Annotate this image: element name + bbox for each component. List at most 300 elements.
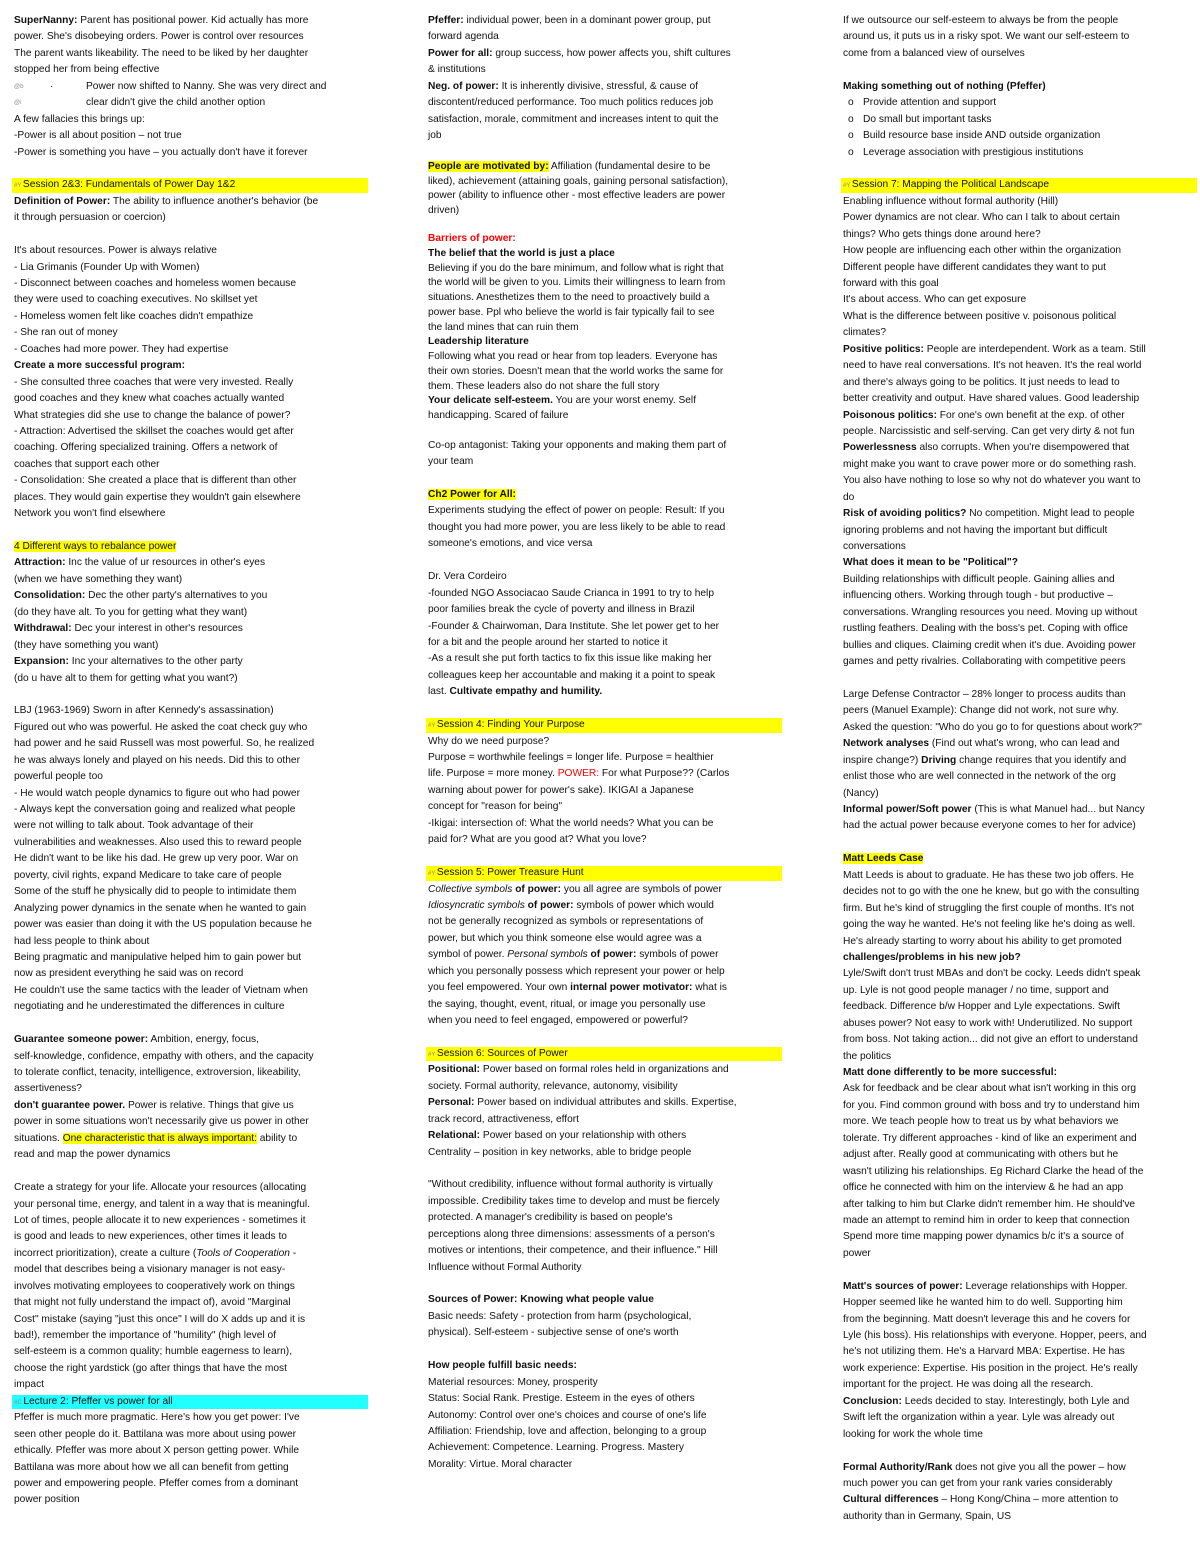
line-text xyxy=(14,81,326,92)
text-run: from boss. Not taking action... did not give an effort to understand xyxy=(843,1034,1138,1046)
line-text xyxy=(428,81,698,92)
column-1 xyxy=(14,0,364,1553)
line-text xyxy=(14,1199,310,1210)
text-run: - Always kept the conversation going and realized what people xyxy=(14,804,296,815)
text-line xyxy=(14,720,364,736)
bold-text xyxy=(428,1360,577,1371)
line-text xyxy=(843,722,1142,733)
text-line xyxy=(428,1177,778,1193)
line-text xyxy=(843,1034,1138,1045)
text-run: for you. Find common ground with boss and try to understand him xyxy=(843,1099,1140,1111)
text-run: Withdrawal: xyxy=(14,623,72,635)
text-run: to tolerate conflict, tenacity, intelligence, extroversion, likeability, xyxy=(14,1067,301,1078)
text-run: influencing others. Working through tough - but productive – xyxy=(843,590,1113,602)
text-line xyxy=(428,46,778,62)
text-run: assertiveness? xyxy=(14,1083,82,1095)
blank-line xyxy=(14,523,364,539)
line-text xyxy=(14,114,145,125)
text-run: Figured out who was powerful. He asked the coat check guy who xyxy=(14,721,308,733)
text-line xyxy=(428,1260,778,1276)
text-line xyxy=(14,1229,364,1245)
bold-text xyxy=(14,15,77,26)
text-block xyxy=(428,232,778,424)
text-run: Attraction: xyxy=(14,557,66,569)
text-line xyxy=(428,247,778,262)
line-text xyxy=(428,1426,706,1437)
text-run: they were used to coaching executives. No skillset yet xyxy=(14,294,258,306)
line-text xyxy=(14,1281,295,1292)
text-run: people. Narcissistic and self-serving. Can get very dirty & not fun xyxy=(843,425,1135,437)
blank-line xyxy=(14,687,364,703)
line-text xyxy=(14,410,290,421)
text-line xyxy=(428,832,778,848)
line-text xyxy=(14,508,165,519)
text-run: wasn't utilizing his relationships. Eg Richard Clarke the head of the xyxy=(843,1165,1144,1177)
line-text xyxy=(843,1215,1130,1226)
text-line xyxy=(428,95,778,111)
text-line xyxy=(428,997,778,1013)
line-text xyxy=(14,755,300,766)
line-text xyxy=(843,360,1141,371)
text-line xyxy=(843,884,1193,900)
text-run: abuses power? Not easy to work with! Underutilized. No support xyxy=(843,1017,1133,1029)
line-text xyxy=(428,489,516,500)
text-run: Status: Social Rank. Prestige. Esteem in the eyes of others xyxy=(428,1393,695,1405)
text-line xyxy=(14,753,364,769)
line-text xyxy=(843,81,1046,92)
text-run: -As a result she put forth tactics to fix this issue like making her xyxy=(428,653,712,665)
text-run: Session 2&3: Fundamentals of Power Day 1&2 xyxy=(22,179,236,191)
text-run: Analyzing power dynamics in the senate when he wanted to gain xyxy=(14,902,307,914)
text-run: concept for "reason for being" xyxy=(428,801,563,813)
text-line xyxy=(843,1377,1193,1393)
blank-line xyxy=(843,161,1193,177)
text-line xyxy=(428,947,778,963)
line-text xyxy=(14,1215,306,1226)
text-line xyxy=(843,1164,1193,1180)
line-text xyxy=(843,640,1136,651)
text-run: - She consulted three coaches that were very invested. Really xyxy=(14,376,294,388)
text-line xyxy=(14,440,364,456)
text-line xyxy=(843,983,1193,999)
text-run: Dec your interest in other's resources xyxy=(71,623,243,635)
italic-text xyxy=(196,1248,290,1259)
line-text xyxy=(428,1130,686,1141)
text-run: What strategies did she use to change the balance of power? xyxy=(14,409,291,421)
text-run: looking for work the whole time xyxy=(843,1428,983,1440)
text-run: for a bit and the people around her started to notice it xyxy=(428,636,668,648)
line-text xyxy=(843,1281,1127,1292)
text-run: The parent wants likeability. The need to be liked by her daughter xyxy=(14,47,309,59)
text-line xyxy=(14,983,364,999)
blank-line xyxy=(843,835,1193,851)
line-text xyxy=(14,574,182,585)
line-text xyxy=(14,1182,306,1193)
blank-line xyxy=(14,1164,364,1180)
text-line xyxy=(843,1427,1193,1443)
text-run: poor families break the cycle of poverty and illness in Brazil xyxy=(428,604,695,616)
line-text xyxy=(14,919,312,930)
text-run: adjust after. Really good at communicating with others but he xyxy=(843,1149,1119,1161)
line-marker: #Y xyxy=(428,1051,437,1058)
line-text xyxy=(428,949,718,960)
bold-text xyxy=(428,489,516,500)
text-line xyxy=(428,306,778,321)
text-run: Barriers of power: xyxy=(428,233,516,244)
text-line xyxy=(14,309,364,325)
text-run: Basic needs: Safety - protection from harm (psychological, xyxy=(428,1310,692,1322)
text-line xyxy=(428,394,778,409)
text-line xyxy=(428,1112,778,1128)
line-text xyxy=(843,1199,1135,1210)
text-line xyxy=(428,684,778,700)
text-line xyxy=(843,1147,1193,1163)
blank-line xyxy=(428,1161,778,1177)
text-line xyxy=(14,1410,364,1426)
text-line xyxy=(428,29,778,45)
text-line xyxy=(843,605,1193,621)
line-text xyxy=(843,689,1126,700)
text-run: from the beginning. Matt doesn't leverage this and he covers for xyxy=(843,1313,1131,1325)
text-run: track record, attractiveness, effort xyxy=(428,1113,579,1125)
line-text xyxy=(14,1396,173,1407)
line-text xyxy=(14,853,298,864)
text-line xyxy=(843,638,1193,654)
line-text xyxy=(14,196,318,207)
text-line xyxy=(843,966,1193,982)
text-line xyxy=(428,1309,778,1325)
text-line xyxy=(428,1408,778,1424)
bold-text xyxy=(14,196,110,207)
line-text xyxy=(843,459,1136,470)
text-line xyxy=(14,1098,364,1114)
line-text xyxy=(843,1462,1126,1473)
text-run: he's not utilizing them. He's a Harvard MBA: Expertise. He has xyxy=(843,1346,1125,1358)
line-text xyxy=(843,492,854,503)
bold-text xyxy=(570,982,692,993)
line-text xyxy=(428,900,714,911)
text-line xyxy=(843,457,1193,473)
line-text xyxy=(428,966,725,977)
text-line xyxy=(14,966,364,982)
text-run: Leadership literature xyxy=(428,336,529,348)
line-text xyxy=(843,1051,891,1062)
line-text xyxy=(843,574,1115,585)
line-text xyxy=(843,952,1021,963)
text-line xyxy=(843,786,1193,802)
line-text xyxy=(14,377,293,388)
line-text xyxy=(843,1314,1130,1325)
bold-text xyxy=(843,508,966,519)
line-text xyxy=(14,837,302,848)
line-text xyxy=(14,1116,309,1127)
text-line xyxy=(14,934,364,950)
text-run: poverty, civil rights, expand Medicare to take care of people xyxy=(14,869,282,881)
text-line xyxy=(14,1180,364,1196)
line-text xyxy=(428,801,562,812)
bold-text xyxy=(428,81,499,92)
line-text xyxy=(14,147,308,158)
line-text xyxy=(14,360,185,371)
line-text xyxy=(14,640,158,651)
text-line xyxy=(428,1013,778,1029)
text-line xyxy=(843,1476,1193,1492)
line-text xyxy=(428,1459,572,1470)
text-run: work experience: Expertise. His position in the project. He's really xyxy=(843,1362,1138,1374)
line-text xyxy=(428,916,703,927)
bullet-item xyxy=(843,95,1193,111)
text-line xyxy=(843,276,1193,292)
line-text xyxy=(428,97,713,108)
line-text xyxy=(14,1494,80,1505)
text-run: Do small but important tasks xyxy=(863,113,992,125)
line-text xyxy=(14,64,159,75)
text-run: choose the right yardstick (go after things that have the most xyxy=(14,1362,287,1374)
text-run: Session 4: Finding Your Purpose xyxy=(436,719,585,731)
text-line xyxy=(843,654,1193,670)
bold-text xyxy=(843,1067,1057,1078)
bold-text xyxy=(843,738,929,749)
text-line xyxy=(14,588,364,604)
text-line xyxy=(843,736,1193,752)
line-text xyxy=(843,985,1109,996)
line-text xyxy=(843,903,1134,914)
text-line xyxy=(843,227,1193,243)
text-run: For one's own benefit at the exp. of other xyxy=(936,409,1125,421)
text-line xyxy=(428,799,778,815)
text-run: is good and leads to new experiences, other times it leads to xyxy=(14,1231,287,1243)
bold-text xyxy=(428,48,493,59)
text-run: impossible. Credibility takes time to develop and must be fiercely xyxy=(428,1195,720,1207)
text-run: perceptions along three dimensions: assessments of a person's xyxy=(428,1228,715,1240)
text-line xyxy=(428,160,778,175)
line-text xyxy=(843,590,1113,601)
text-run: Positional: xyxy=(428,1064,481,1076)
text-line xyxy=(428,1227,778,1243)
text-run: SuperNanny: xyxy=(14,15,78,26)
text-run: society. Formal authority, relevance, autonomy, visibility xyxy=(428,1080,678,1092)
text-line xyxy=(843,46,1193,62)
text-line xyxy=(14,555,364,571)
line-text xyxy=(14,1379,44,1390)
text-run: physical). Self-esteem - subjective sense of one's worth xyxy=(428,1327,679,1339)
line-text xyxy=(843,393,1139,404)
text-line xyxy=(428,651,778,667)
line-text xyxy=(428,322,579,333)
text-run: Guarantee someone power: xyxy=(14,1034,149,1046)
bold-text xyxy=(428,233,516,244)
text-run: Power based on formal roles held in organizations and xyxy=(480,1064,729,1076)
text-run: were not willing to talk about. Took advantage of their xyxy=(14,820,254,832)
line-text xyxy=(428,818,713,829)
text-run: he was always lonely and played on his needs. Did this to other xyxy=(14,754,300,766)
line-text xyxy=(14,1462,289,1473)
text-run: Cultural differences xyxy=(843,1494,939,1506)
line-text xyxy=(843,97,996,108)
text-run: situations. xyxy=(14,1132,63,1144)
column-2 xyxy=(428,0,778,1553)
text-line xyxy=(843,621,1193,637)
text-run: Relational: xyxy=(428,1130,481,1142)
text-line xyxy=(428,409,778,424)
text-run: Driving xyxy=(921,754,957,766)
text-run: (do u have alt to them for getting what you want?) xyxy=(14,672,238,684)
text-block xyxy=(428,438,778,471)
text-line xyxy=(428,365,778,380)
line-text xyxy=(14,1330,276,1341)
text-run: Experiments studying the effect of power on people: Result: If you xyxy=(428,505,725,517)
text-line xyxy=(14,210,364,226)
line-text xyxy=(14,590,267,601)
bold-text xyxy=(843,1494,939,1505)
line-text xyxy=(843,179,1049,190)
line-text xyxy=(428,637,668,648)
line-text xyxy=(428,1410,707,1421)
text-run: Sources of Power: Knowing what people value xyxy=(428,1294,654,1306)
text-run: - Coaches had more power. They had expertise xyxy=(14,343,229,355)
line-text xyxy=(428,1393,695,1404)
line-text xyxy=(428,1442,684,1453)
text-run: them. These leaders also do not share the full story xyxy=(428,380,660,392)
text-run: you all agree are symbols of power xyxy=(561,883,722,895)
text-line xyxy=(14,325,364,341)
text-line xyxy=(428,520,778,536)
text-line xyxy=(843,194,1193,210)
text-line xyxy=(14,276,364,292)
text-line xyxy=(14,13,364,29)
text-run: ignoring problems and not having the important but difficult xyxy=(843,524,1108,536)
text-line xyxy=(843,440,1193,456)
text-run: around us, it puts us in a risky spot. We want our self-esteem to xyxy=(843,31,1130,43)
line-text xyxy=(843,1001,1120,1012)
text-run: power, but which you think someone else would agree was a xyxy=(428,932,702,944)
line-text xyxy=(843,1478,1113,1489)
line-text xyxy=(428,48,731,59)
text-run: better creativity and output. Have shared values. Good leadership xyxy=(843,393,1140,405)
line-text xyxy=(14,393,284,404)
line-text xyxy=(843,557,1018,568)
text-run: Tools of Cooperation xyxy=(196,1247,290,1259)
text-line xyxy=(428,619,778,635)
text-run: power position xyxy=(14,1494,80,1506)
text-run: Your delicate self-esteem. xyxy=(428,395,553,407)
text-line xyxy=(14,917,364,933)
line-text xyxy=(428,752,714,763)
line-text xyxy=(14,820,253,831)
text-line xyxy=(843,292,1193,308)
line-text xyxy=(843,48,1025,59)
line-text xyxy=(843,1396,1129,1407)
text-line xyxy=(843,802,1193,818)
text-run: had power and he said Russell was most powerful. So, he realized xyxy=(14,738,315,750)
bold-text xyxy=(428,161,549,172)
text-run: much power you can get from your rank varies considerably xyxy=(843,1477,1113,1489)
text-line xyxy=(14,375,364,391)
text-run: Lyle/Swift don't trust MBAs and don't be cocky. Leeds didn't speak xyxy=(843,968,1141,980)
text-run: up. Lyle is not good people manager / no time, support and xyxy=(843,984,1109,996)
text-line xyxy=(428,204,778,219)
text-line xyxy=(14,605,364,621)
line-text xyxy=(14,130,182,141)
line-marker: @b xyxy=(14,83,24,90)
text-line xyxy=(14,1081,364,1097)
text-run: life. Purpose = more money. xyxy=(428,768,558,780)
text-line xyxy=(14,1460,364,1476)
text-run: Enabling influence without formal authority (Hill) xyxy=(843,195,1059,207)
line-text xyxy=(843,1100,1140,1111)
line-text xyxy=(843,1297,1123,1308)
text-run: also corrupts. When you're disempowered that xyxy=(916,442,1130,454)
text-run: You are your worst enemy. Self xyxy=(552,395,697,407)
line-text xyxy=(428,1015,688,1026)
text-line xyxy=(428,175,778,190)
text-run: which you personally possess which represent your power or help xyxy=(428,965,725,977)
highlighted-text xyxy=(14,541,176,552)
text-run: Powerlessness xyxy=(843,442,917,454)
line-text xyxy=(843,1429,983,1440)
text-line xyxy=(843,1279,1193,1295)
text-run: & institutions xyxy=(428,64,486,76)
text-line xyxy=(428,291,778,306)
text-run: Ask for feedback and be clear about what isn't working in this org xyxy=(843,1083,1137,1095)
text-line xyxy=(14,1049,364,1065)
text-run: Poisonous politics: xyxy=(843,409,937,421)
text-line xyxy=(14,802,364,818)
text-run: feedback. Difference b/w Hopper and Lyle expectations. Swift xyxy=(843,1001,1120,1013)
text-run: Collective symbols xyxy=(428,883,513,895)
bold-text xyxy=(428,395,553,406)
text-line xyxy=(14,1312,364,1328)
text-line xyxy=(843,1509,1193,1525)
bold-text xyxy=(428,1064,480,1075)
text-run: Power dynamics are not clear. Who can I talk to about certain xyxy=(843,212,1120,224)
text-run: stopped her from being effective xyxy=(14,64,160,76)
text-line xyxy=(843,523,1193,539)
blank-line xyxy=(428,701,778,717)
text-run: your team xyxy=(428,456,474,468)
line-text xyxy=(428,292,709,303)
text-run: Matt Leeds is about to graduate. He has these two job offers. He xyxy=(843,869,1134,881)
text-line xyxy=(428,380,778,395)
text-run: peers (Manuel Example): Change did not work, not sure why. xyxy=(843,705,1119,717)
line-text xyxy=(428,538,592,549)
blank-line xyxy=(428,1029,778,1045)
text-line xyxy=(428,1079,778,1095)
text-run: You also have nothing to lose so why not do whatever you want to xyxy=(843,475,1141,487)
line-text xyxy=(428,867,584,878)
line-text xyxy=(428,571,507,582)
text-run: motives or intentions, their competence, and their influence." Hill xyxy=(428,1245,718,1257)
text-run: Matt done differently to be more successful: xyxy=(843,1067,1057,1078)
text-line xyxy=(428,1095,778,1111)
text-line xyxy=(428,1325,778,1341)
text-run: your personal time, energy, and talent in a way that is meaningful. xyxy=(14,1198,310,1210)
line-text xyxy=(428,64,486,75)
line-text xyxy=(428,190,725,201)
text-line xyxy=(843,1394,1193,1410)
line-text xyxy=(843,278,939,289)
text-run: Hopper seemed like he wanted him to do well. Supporting him xyxy=(843,1297,1123,1309)
line-text xyxy=(14,212,166,223)
text-line xyxy=(14,112,364,128)
blank-line xyxy=(843,62,1193,78)
line-text xyxy=(428,604,695,615)
text-line xyxy=(843,1410,1193,1426)
text-line xyxy=(14,901,364,917)
text-run: seen other people do it. Battilana was more about using power xyxy=(14,1428,297,1440)
line-text xyxy=(14,1297,291,1308)
text-run: Network analyses xyxy=(843,738,930,750)
